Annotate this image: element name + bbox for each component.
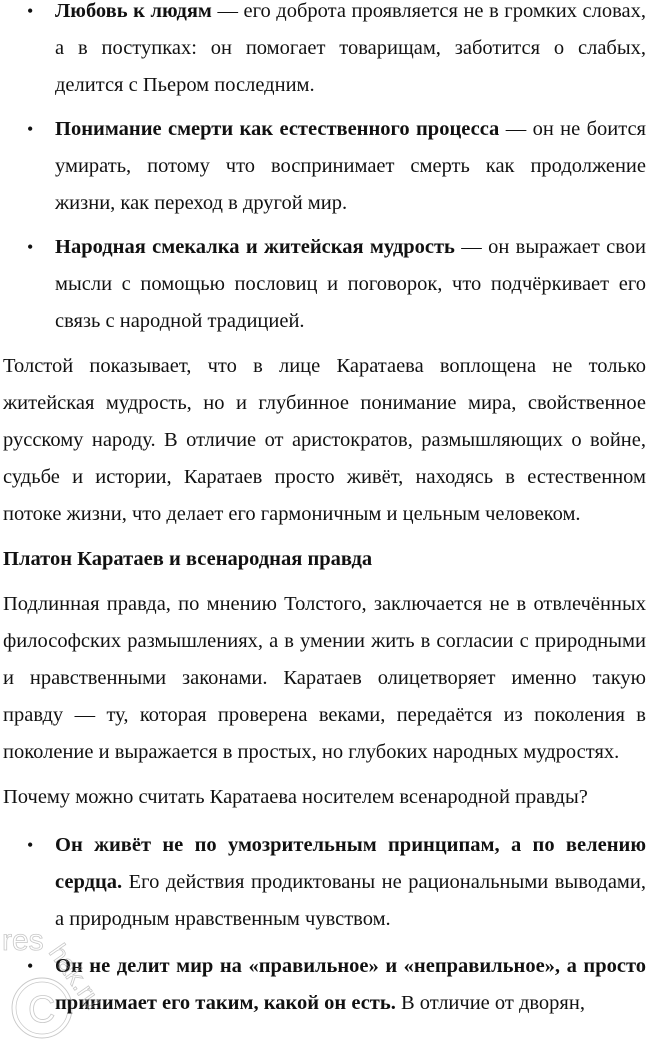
list-item-text: Его действия продиктованы не рациональными выводами, а природным нравственным чувством. (55, 871, 646, 930)
bullet-icon: • (27, 237, 34, 257)
bullet-icon: • (27, 1, 34, 21)
list-item-bold: Он не делит мир на «правильное» и «неправильное», а просто принимает его таким, какой он есть. (55, 955, 646, 1014)
svg-text:hak.ru: hak.ru (43, 938, 110, 1015)
bullet-icon: • (27, 119, 34, 139)
list-item (0, 111, 646, 222)
traits-list (0, 0, 646, 340)
spacer (0, 340, 646, 348)
spacer (0, 104, 646, 111)
list-item-text: — он выражает свои мысли с помощью пословиц и поговорок, что подчёркивает его связь с народной традицией. (55, 236, 646, 332)
list-item-text: В отличие от дворян, (395, 992, 585, 1014)
list-item-bold: Он живёт не по умозрительным принципам, а по велению сердца. (55, 834, 646, 893)
list-item-text: — его доброта проявляется не в громких словах, а в поступках: он помогает товарищам, заботится о слабых, делится с Пьером последним. (55, 0, 646, 96)
list-item (0, 229, 646, 340)
spacer (0, 816, 646, 827)
svg-text:C: C (28, 989, 56, 1031)
spacer (0, 222, 646, 229)
list-item (0, 0, 646, 104)
spacer (0, 533, 646, 541)
list-item (0, 948, 646, 1022)
spacer (0, 578, 646, 586)
bullet-icon: • (27, 956, 34, 976)
section-heading: Платон Каратаев и всенародная правда (3, 548, 373, 570)
list-item (0, 827, 646, 938)
spacer (0, 938, 646, 948)
list-item-bold: Понимание смерти как естественного процесса (55, 118, 500, 140)
paragraph-tolstoy: Толстой показывает, что в лице Каратаева воплощена не только житейская мудрость, но и глубинное понимание мира, свойственное русскому народу. В отличие от аристократов, размышляющих о войне, судьбе и истории, Каратаев просто живёт, находясь в естественном потоке жизни, что делает его гармоничным и цельным человеком. (3, 355, 646, 525)
list-item-bold: Любовь к людям (55, 0, 212, 22)
reasons-list (0, 827, 646, 1022)
paragraph-truth: Подлинная правда, по мнению Толстого, заключается не в отвлечённых философских размышлениях, а в умении жить в согласии с природными и нравственными законами. Каратаев олицетворяет именно такую правду — ту, которая проверена веками, передаётся из поколения в поколение и выражается в простых, но глубоких народных мудростях. (3, 593, 646, 763)
question-line: Почему можно считать Каратаева носителем всенародной правды? (3, 786, 588, 808)
spacer (0, 771, 646, 779)
list-item-bold: Народная смекалка и житейская мудрость (55, 236, 455, 258)
list-item-text: — он не боится умирать, потому что воспринимает смерть как продолжение жизни, как переход в другой мир. (55, 118, 646, 214)
bullet-icon: • (27, 835, 34, 855)
svg-text:res: res (2, 930, 44, 957)
